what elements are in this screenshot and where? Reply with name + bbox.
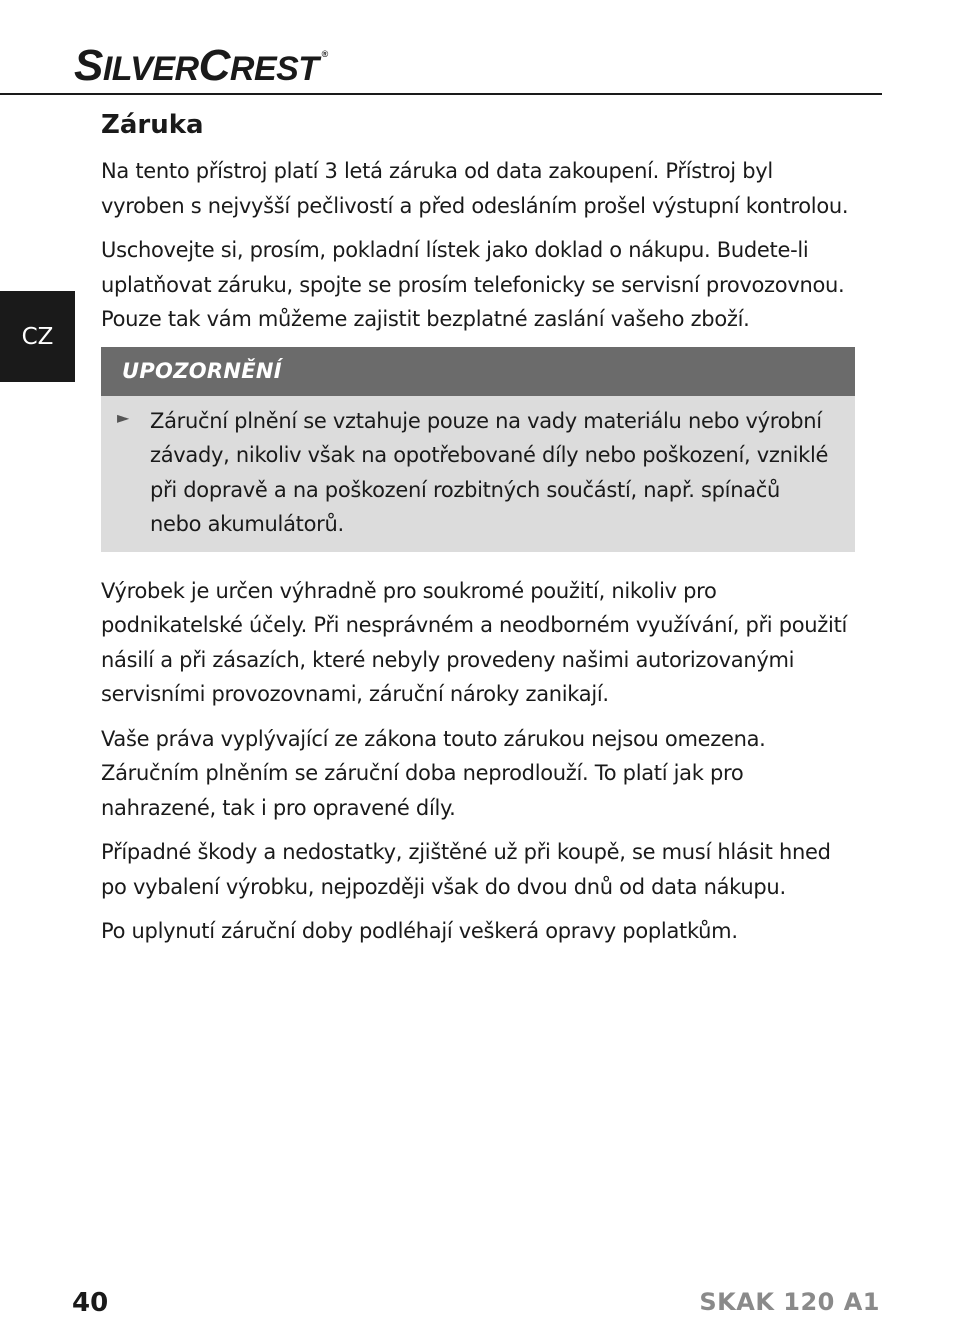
notice-heading: UPOZORNĚNÍ	[101, 347, 855, 396]
language-tab: CZ	[0, 291, 75, 382]
triangle-bullet-icon: ►	[117, 407, 130, 427]
notice-body	[101, 396, 855, 552]
notice-box	[101, 347, 855, 552]
header-divider	[0, 93, 882, 95]
paragraph: Uschovejte si, prosím, pokladní lístek jako doklad o nákupu. Budete-li uplatňovat záruku, spojte se prosím telefonicky se servisní provozovnou. Pouze tak vám můžeme zajistit bezplatné zaslání vašeho zboží.	[101, 238, 845, 331]
paragraph: Případné škody a nedostatky, zjištěné už při koupě, se musí hlásit hned po vybalení výrobku, nejpozději však do dvou dnů od data nákupu.	[101, 840, 831, 899]
model-number: SKAK 120 A1	[699, 1288, 880, 1316]
paragraph: Na tento přístroj platí 3 letá záruka od data zakoupení. Přístroj byl vyroben s nejvyšší pečlivostí a před odesláním prošel výstupní kontrolou.	[101, 159, 849, 218]
section-title: Záruka	[101, 110, 204, 140]
warranty-section	[101, 108, 861, 959]
page-number: 40	[72, 1288, 109, 1318]
silvercrest-logo: SILVERCREST ®	[74, 41, 328, 90]
paragraph: Vaše práva vyplývající ze zákona touto zárukou nejsou omezena. Záručním plněním se záruční doba neprodlouží. To platí jak pro nahrazené, tak i pro opravené díly.	[101, 726, 766, 820]
paragraph: Po uplynutí záruční doby podléhají veškerá opravy poplatkům.	[101, 919, 738, 943]
paragraph: Výrobek je určen výhradně pro soukromé použití, nikoliv pro podnikatelské účely. Při nesprávném a neodborném využívání, při použití násilí a při zásazích, které nebyly provedeny našimi autorizovanými servisními provozovnami, záruční nároky zanikají.	[101, 578, 848, 706]
notice-text: Záruční plnění se vztahuje pouze na vady materiálu nebo výrobní závady, nikoliv však na opotřebované díly nebo poškození, vzniklé při dopravě a na poškození rozbitných součástí, např. spínačů nebo akumulátorů.	[150, 408, 829, 536]
